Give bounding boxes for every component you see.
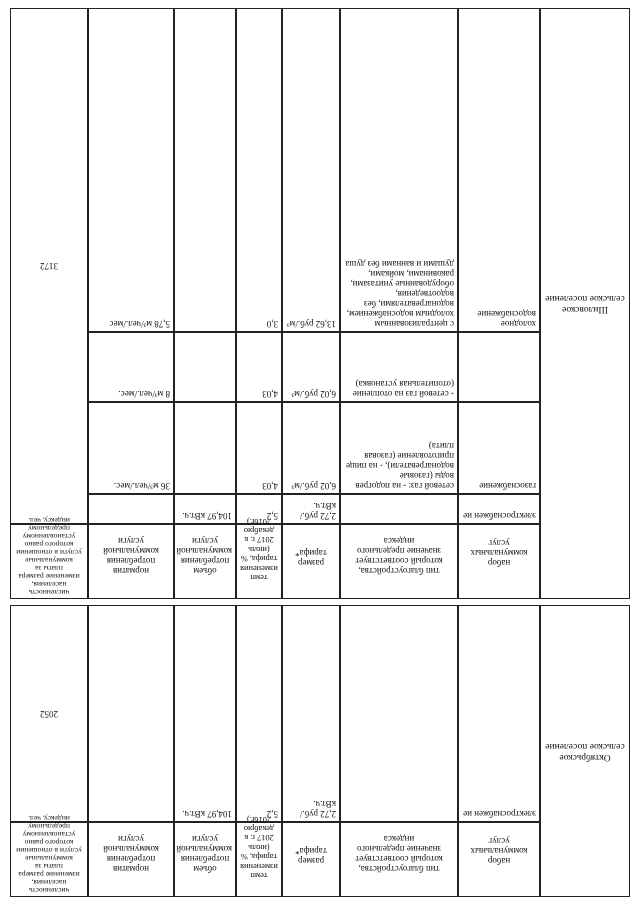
- row-rate-text: 4,03: [262, 389, 278, 399]
- row-rate: [236, 494, 282, 524]
- row-improvement: [340, 494, 458, 524]
- header-norm-2-text: норматив потребления коммунальной услуги: [103, 535, 159, 576]
- header-services-2: [458, 524, 540, 599]
- header-services: [458, 822, 540, 897]
- row-tariff: [282, 402, 340, 494]
- row-norm: [88, 494, 174, 524]
- row-service-text: газоснабжение: [479, 481, 536, 491]
- row-volume: [174, 8, 236, 332]
- header-improvement: [340, 822, 458, 897]
- row-service: [458, 605, 540, 822]
- row-improvement: [340, 8, 458, 332]
- row-volume: [174, 402, 236, 494]
- row-volume: [174, 494, 236, 524]
- header-rate-2-text: темп изменения тарифа, % (июль 2017 г. к декабрю 2016г.): [240, 516, 278, 582]
- header-population: [10, 814, 88, 897]
- oktyabrskoe-settlement-cell: [540, 605, 630, 897]
- row-tariff-text: 6,02 руб./м³: [291, 481, 336, 491]
- row-population: [10, 8, 88, 524]
- row-norm-text: 8 м³/чел./мес.: [118, 389, 170, 399]
- row-service-text: холодное водоснабжение: [477, 308, 536, 329]
- row-norm-text: 36 м³/чел./мес.: [113, 481, 170, 491]
- row-improvement: [340, 402, 458, 494]
- row-service-text: электроснабжен ие: [463, 809, 536, 819]
- row-rate-text: 5,2: [266, 511, 278, 521]
- row-volume: [174, 605, 236, 822]
- row-rate-text: 4,03: [262, 481, 278, 491]
- row-norm: [88, 402, 174, 494]
- header-improvement-2-text: тип благоустройства, который соответствует значение предельного индекса: [355, 535, 443, 576]
- header-tariff: [282, 822, 340, 897]
- row-tariff: [282, 494, 340, 524]
- header-tariff-2-text: размер тарифа*: [295, 547, 327, 568]
- row-tariff-text: 2,72 руб./ кВт.ч.: [299, 500, 336, 521]
- shilovskoe-settlement-cell: [540, 8, 630, 599]
- row-norm: [88, 605, 174, 822]
- header-population-2-text: численность населения, изменение размера платы за коммунальные услуги в отношении которого равно установленному предельному индексу, чел.: [16, 516, 82, 597]
- row-rate: [236, 402, 282, 494]
- row-rate: [236, 332, 282, 402]
- header-services-2-text: набор коммунальных услуг: [470, 537, 528, 568]
- row-tariff: [282, 605, 340, 822]
- row-volume-text: 104,97 кВт.ч.: [182, 511, 232, 521]
- row-volume-text: 104,97 кВт.ч.: [182, 809, 232, 819]
- header-improvement-2: [340, 524, 458, 599]
- row-tariff: [282, 8, 340, 332]
- row-rate: [236, 8, 282, 332]
- header-volume-text: объем потребления коммунальной услуги: [176, 833, 232, 874]
- header-norm-text: норматив потребления коммунальной услуги: [103, 833, 159, 874]
- row-norm-text: 5,78 м³/чел./мес: [109, 319, 170, 329]
- row-volume: [174, 332, 236, 402]
- row-tariff-text: 2,72 руб./ кВт.ч.: [299, 798, 336, 819]
- row-service-text: электроснабжен ие: [463, 511, 536, 521]
- row-service: [458, 8, 540, 332]
- header-tariff-2: [282, 524, 340, 599]
- header-rate-text: темп изменения тарифа, % (июль 2017 г. к декабрю 2016г.): [240, 814, 278, 880]
- row-norm: [88, 8, 174, 332]
- row-improvement-text: сетевой газ: - на подогрев воды (газовые водонагреватели), - на пище приготовление (газовая плита): [346, 440, 454, 491]
- row-service: [458, 332, 540, 402]
- header-volume: [174, 822, 236, 897]
- row-tariff: [282, 332, 340, 402]
- row-service: [458, 402, 540, 494]
- header-population-text: численность населения, изменение размера платы за коммунальные услуги в отношении которого равно установленному предельному индексу, чел.: [16, 814, 82, 895]
- row-improvement: [340, 605, 458, 822]
- header-norm-2: [88, 524, 174, 599]
- row-population: [10, 605, 88, 822]
- shilovskoe-settlement-cell-text: Шиловское сельское поселение: [545, 293, 625, 315]
- header-volume-2: [174, 524, 236, 599]
- row-rate-text: 5,2: [266, 809, 278, 819]
- header-services-text: набор коммунальных услуг: [470, 835, 528, 866]
- row-tariff-text: 13,62 руб./м³: [287, 319, 336, 329]
- header-norm: [88, 822, 174, 897]
- row-norm: [88, 332, 174, 402]
- row-service: [458, 494, 540, 524]
- row-improvement-text: - сетевой газ на отопление (отопительная установка): [352, 378, 454, 399]
- row-tariff-text: 6,02 руб./м³: [291, 389, 336, 399]
- row-rate: [236, 605, 282, 822]
- row-improvement: [340, 332, 458, 402]
- header-population-2: [10, 516, 88, 599]
- header-improvement-text: тип благоустройства, который соответствует значение предельного индекса: [355, 833, 443, 874]
- row-population-text: 3172: [40, 261, 58, 272]
- oktyabrskoe-settlement-cell-text: Октябрьское сельское поселение: [545, 741, 625, 762]
- header-tariff-text: размер тарифа*: [295, 845, 327, 866]
- row-population-text: 2052: [40, 708, 58, 719]
- row-improvement-text: с централизованным холодным водоснабжением, водонагревателями, без водоотведения, оборудованные унитазами, раковинами, мойками, душами и ваннами без душа: [345, 258, 454, 329]
- row-rate-text: 3,0: [266, 319, 278, 329]
- header-volume-2-text: объем потребления коммунальной услуги: [176, 535, 232, 576]
